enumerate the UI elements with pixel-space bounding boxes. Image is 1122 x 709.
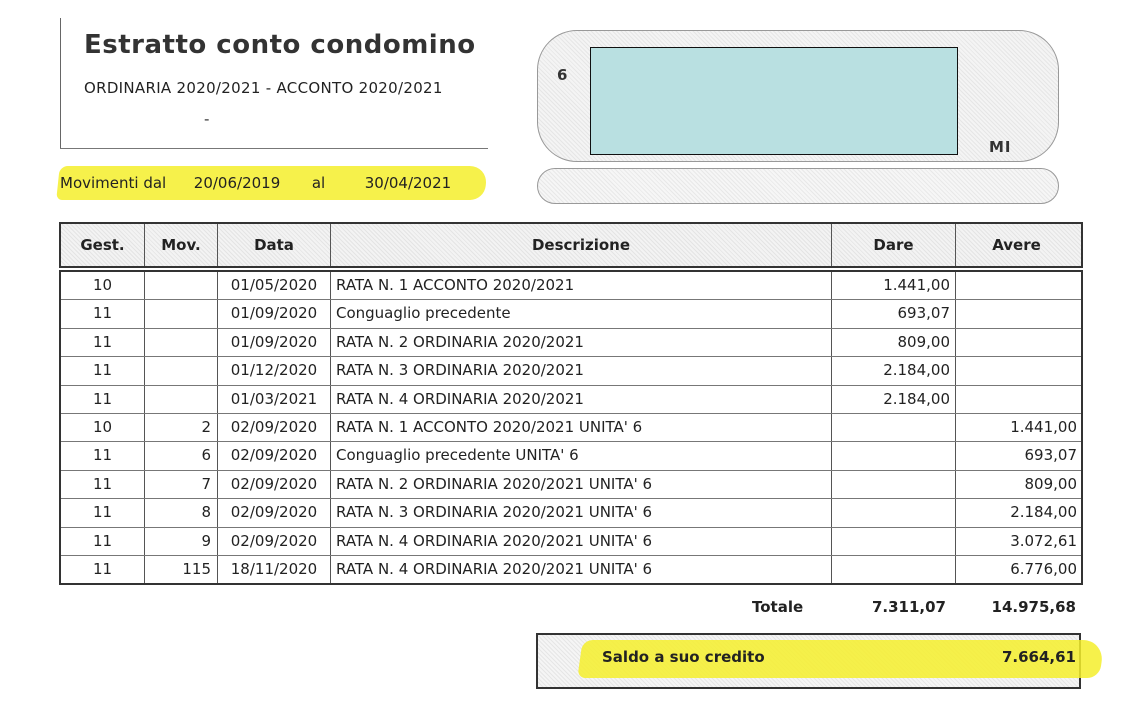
cell-descrizione: RATA N. 2 ORDINARIA 2020/2021 — [331, 329, 832, 356]
period-to: 30/04/2021 — [364, 174, 452, 192]
cell-mov: 6 — [145, 442, 218, 469]
totals-label: Totale — [752, 598, 804, 616]
header-left-rule — [60, 18, 61, 148]
address-unit-number: 6 — [557, 66, 568, 84]
cell-descrizione: RATA N. 4 ORDINARIA 2020/2021 UNITA' 6 — [331, 556, 832, 583]
cell-data: 02/09/2020 — [218, 471, 331, 498]
table-header — [59, 222, 1083, 268]
cell-mov — [145, 272, 218, 299]
cell-descrizione: RATA N. 1 ACCONTO 2020/2021 UNITA' 6 — [331, 414, 832, 441]
cell-descrizione: RATA N. 2 ORDINARIA 2020/2021 UNITA' 6 — [331, 471, 832, 498]
cell-mov: 7 — [145, 471, 218, 498]
cell-mov — [145, 386, 218, 413]
cell-data: 01/09/2020 — [218, 329, 331, 356]
cell-gest: 11 — [61, 386, 145, 413]
cell-data: 02/09/2020 — [218, 414, 331, 441]
cell-mov — [145, 329, 218, 356]
cell-avere — [956, 272, 1081, 299]
cell-gest: 11 — [61, 528, 145, 555]
cell-avere: 693,07 — [1024, 446, 1077, 465]
cell-dare: 1.441,00 — [832, 272, 956, 299]
header-bottom-rule — [60, 148, 488, 149]
col-header-mov: Mov. — [145, 224, 218, 266]
cell-gest: 11 — [61, 300, 145, 327]
cell-descrizione: Conguaglio precedente — [331, 300, 832, 327]
cell-gest: 10 — [61, 414, 145, 441]
cell-gest: 11 — [61, 329, 145, 356]
cell-avere — [956, 386, 1081, 413]
table-row — [61, 356, 1081, 384]
cell-mov — [145, 300, 218, 327]
cell-gest: 11 — [61, 442, 145, 469]
cell-data: 18/11/2020 — [218, 556, 331, 583]
cell-gest: 11 — [61, 471, 145, 498]
cell-dare — [832, 499, 956, 526]
address-secondary-box — [537, 168, 1059, 204]
cell-descrizione: Conguaglio precedente UNITA' 6 — [331, 442, 832, 469]
period-connector: al — [311, 174, 326, 192]
cell-descrizione: RATA N. 4 ORDINARIA 2020/2021 UNITA' 6 — [331, 528, 832, 555]
cell-data: 02/09/2020 — [218, 499, 331, 526]
table-row — [61, 328, 1081, 356]
cell-avere: 6.776,00 — [1010, 559, 1077, 578]
period-line — [60, 174, 451, 192]
cell-avere: 1.441,00 — [1010, 417, 1077, 436]
document-subtitle: ORDINARIA 2020/2021 - ACCONTO 2020/2021 — [84, 79, 443, 97]
cell-descrizione: RATA N. 3 ORDINARIA 2020/2021 — [331, 357, 832, 384]
col-header-descrizione: Descrizione — [331, 224, 832, 266]
cell-avere — [956, 357, 1081, 384]
table-row — [61, 299, 1081, 327]
header-dash: - — [204, 110, 210, 128]
period-label: Movimenti dal — [60, 174, 167, 192]
cell-avere: 2.184,00 — [1010, 503, 1077, 522]
table-row — [61, 441, 1081, 469]
cell-dare: 2.184,00 — [832, 386, 956, 413]
cell-gest: 11 — [61, 556, 145, 583]
table-body — [59, 270, 1083, 585]
cell-descrizione: RATA N. 3 ORDINARIA 2020/2021 UNITA' 6 — [331, 499, 832, 526]
cell-dare: 693,07 — [832, 300, 956, 327]
table-row — [61, 555, 1081, 583]
col-header-gest: Gest. — [61, 224, 145, 266]
cell-mov — [145, 357, 218, 384]
cell-mov: 9 — [145, 528, 218, 555]
cell-dare — [832, 414, 956, 441]
cell-dare — [832, 442, 956, 469]
table-row — [61, 385, 1081, 413]
table-row — [61, 527, 1081, 555]
address-redacted-area — [590, 47, 958, 155]
col-header-avere: Avere — [992, 236, 1041, 254]
cell-dare — [832, 471, 956, 498]
saldo-value: 7.664,61 — [1001, 648, 1076, 666]
cell-dare: 809,00 — [832, 329, 956, 356]
table-row — [61, 498, 1081, 526]
cell-data: 01/03/2021 — [218, 386, 331, 413]
cell-avere — [956, 300, 1081, 327]
cell-gest: 11 — [61, 499, 145, 526]
cell-avere — [956, 329, 1081, 356]
totals-avere: 14.975,68 — [991, 598, 1076, 616]
cell-mov: 115 — [145, 556, 218, 583]
document-title: Estratto conto condomino — [84, 30, 476, 60]
cell-gest: 10 — [61, 272, 145, 299]
cell-data: 02/09/2020 — [218, 528, 331, 555]
cell-mov: 8 — [145, 499, 218, 526]
cell-descrizione: RATA N. 1 ACCONTO 2020/2021 — [331, 272, 832, 299]
table-row — [61, 470, 1081, 498]
cell-mov: 2 — [145, 414, 218, 441]
cell-avere: 3.072,61 — [1010, 531, 1077, 550]
cell-data: 01/12/2020 — [218, 357, 331, 384]
cell-descrizione: RATA N. 4 ORDINARIA 2020/2021 — [331, 386, 832, 413]
table-row — [61, 413, 1081, 441]
cell-data: 01/05/2020 — [218, 272, 331, 299]
saldo-label: Saldo a suo credito — [602, 648, 765, 666]
table-row — [61, 272, 1081, 299]
cell-data: 01/09/2020 — [218, 300, 331, 327]
col-header-data: Data — [218, 224, 331, 266]
col-header-dare: Dare — [832, 224, 956, 266]
period-from: 20/06/2019 — [193, 174, 281, 192]
cell-dare — [832, 556, 956, 583]
cell-dare: 2.184,00 — [832, 357, 956, 384]
totals-dare: 7.311,07 — [871, 598, 946, 616]
address-province: MI — [989, 138, 1012, 156]
cell-dare — [832, 528, 956, 555]
cell-gest: 11 — [61, 357, 145, 384]
cell-avere: 809,00 — [1024, 474, 1077, 493]
cell-data: 02/09/2020 — [218, 442, 331, 469]
